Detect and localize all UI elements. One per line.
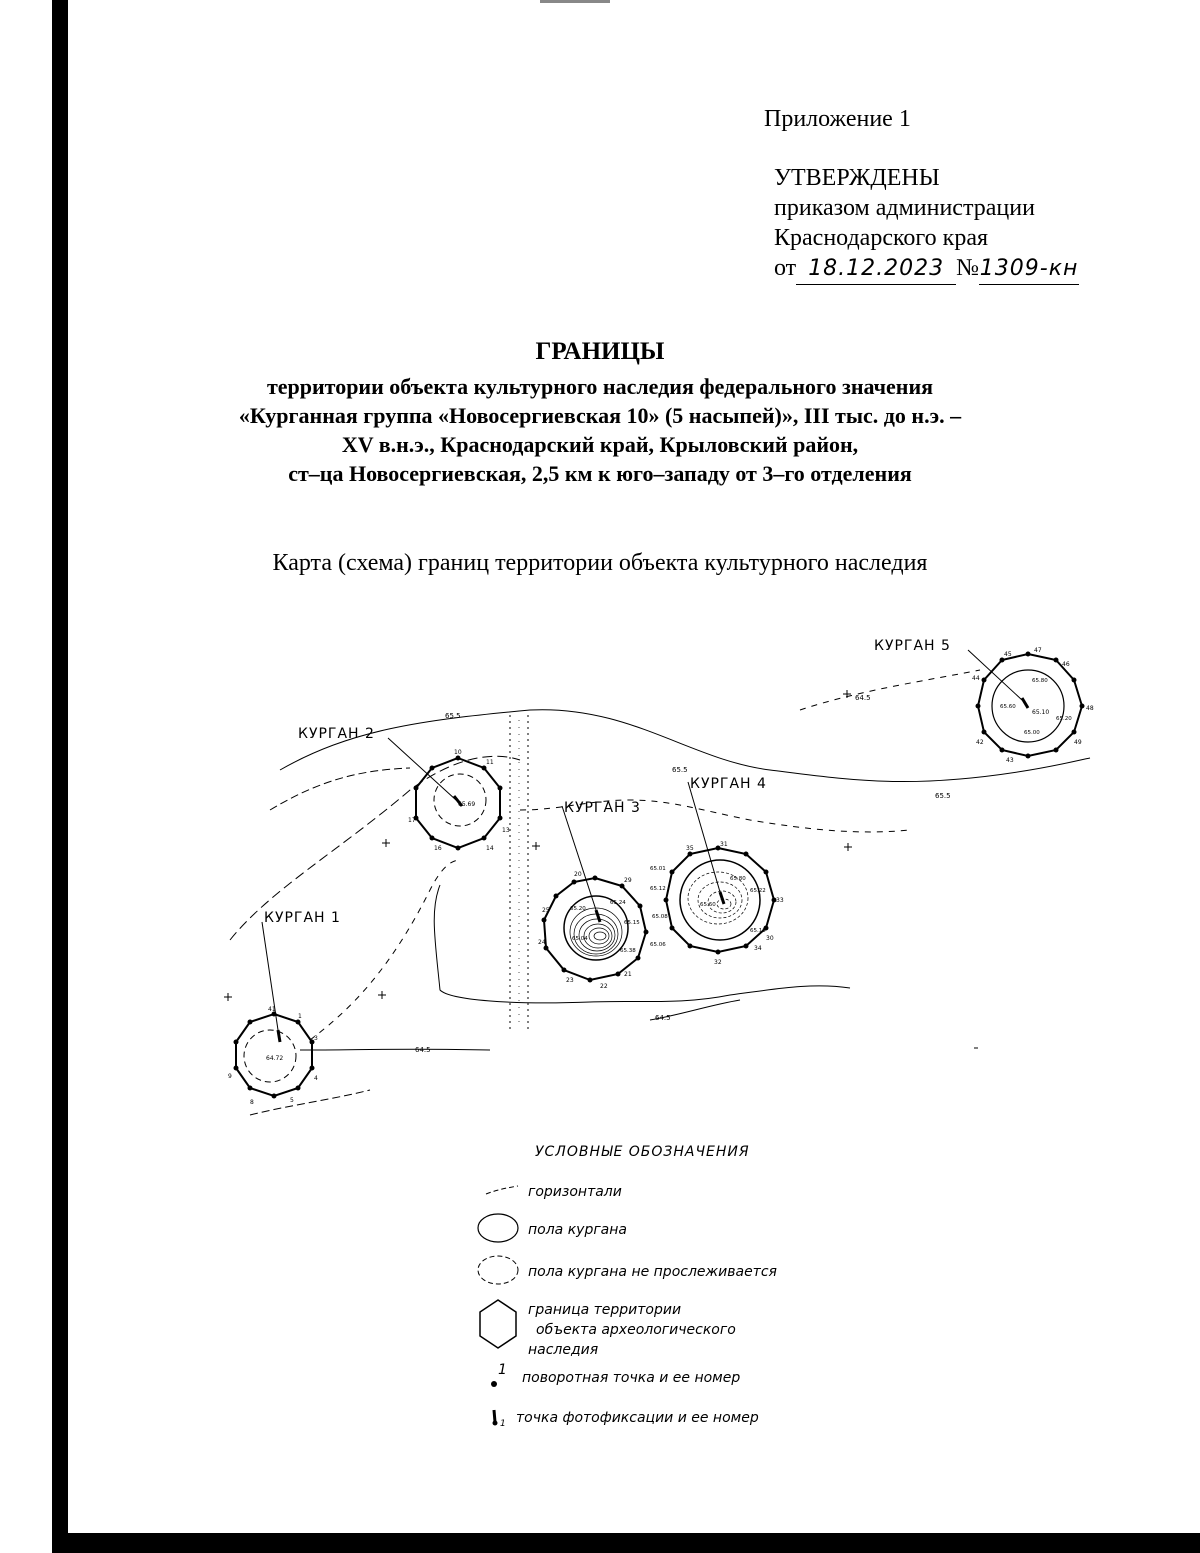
turning-point-label: 9 (228, 1073, 232, 1080)
contour-label: 64.5 (855, 694, 871, 702)
mound-base-symbol (478, 1214, 518, 1242)
mound-label: КУРГАН 5 (874, 638, 951, 654)
spot-elevation: 65.08 (652, 914, 668, 920)
photo-point-symbol-number: 1 (500, 1419, 506, 1429)
turning-point-label: 25 (542, 907, 550, 914)
mound-contours (570, 908, 622, 956)
leader-line (562, 806, 596, 910)
spot-elevation: 65.01 (650, 866, 666, 872)
turning-point-label: 41 (268, 1006, 276, 1013)
mound-base-untraced (434, 774, 486, 826)
number-prefix: № (956, 255, 980, 281)
photo-point-marker (1022, 698, 1028, 708)
turning-point-label: 11 (486, 759, 494, 766)
turning-point-label: 35 (686, 845, 694, 852)
contour-line (800, 670, 980, 710)
turning-point-label: 34 (754, 945, 762, 952)
spot-elevation: 65.10 (750, 928, 766, 934)
photo-point-symbol (494, 1410, 495, 1422)
approval-line-2: приказом администрации (774, 195, 1035, 221)
turning-point-label: 43 (1006, 757, 1014, 764)
road-strip (510, 715, 528, 1030)
approval-block (774, 163, 1079, 285)
spot-elevation: 65.06 (650, 942, 666, 948)
spot-elevation: 65.20 (570, 906, 586, 912)
turning-point-label: 32 (714, 959, 722, 966)
legend-item-photo-point: точка фотофиксации и ее номер (516, 1410, 759, 1426)
turning-point-label: 29 (624, 877, 632, 884)
scan-edge-bottom (52, 1533, 1200, 1553)
center-elevation: 65.10 (1032, 709, 1050, 716)
turning-point-label: 33 (776, 897, 784, 904)
turning-point-symbol (491, 1381, 497, 1387)
contour-label: 65.5 (935, 792, 951, 800)
date-prefix: от (774, 255, 797, 281)
legend-item-contours: горизонтали (528, 1184, 622, 1200)
approval-line-3: Краснодарского края (774, 225, 989, 251)
territory-boundary-symbol (480, 1300, 516, 1348)
leader-line (688, 782, 720, 892)
order-date: 18.12.2023 (796, 254, 956, 285)
order-number: 1309-кн (979, 254, 1079, 285)
turning-point-label: 21 (624, 971, 632, 978)
contour-line-symbol (486, 1186, 518, 1194)
contour-label: 65.5 (672, 766, 688, 774)
scan-edge-top (540, 0, 610, 3)
mound-label: КУРГАН 2 (298, 726, 375, 742)
legend-item-turning-point: поворотная точка и ее номер (522, 1370, 741, 1386)
approval-date-line (774, 253, 1079, 285)
scan-edge-left (52, 0, 68, 1553)
mound-1 (228, 910, 341, 1106)
turning-point-label: 49 (1074, 739, 1082, 746)
turning-point-label: 17 (408, 817, 416, 824)
photo-point-marker (596, 910, 600, 922)
map-subtitle: Карта (схема) границ территории объекта культурного наследия (272, 550, 928, 576)
mound-label: КУРГАН 4 (690, 776, 767, 792)
turning-point-label: 1 (298, 1013, 302, 1020)
contour-label: 65.5 (445, 712, 461, 720)
title-line-4: ст–ца Новосергиевская, 2,5 км к юго–западу от 3–го отделения (288, 461, 912, 486)
leader-line (262, 922, 278, 1030)
turning-point-symbol-number: 1 (498, 1362, 507, 1378)
title-line-3: XV в.н.э., Краснодарский край, Крыловский район, (341, 432, 859, 457)
legend-item-boundary-2: объекта археологического (536, 1322, 736, 1338)
legend-item-mound-untraced: пола кургана не прослеживается (528, 1264, 777, 1280)
turning-point-label: 46 (1062, 661, 1070, 668)
mound-label: КУРГАН 1 (264, 910, 341, 926)
boundary-map (210, 610, 1100, 1130)
turning-point-label: 47 (1034, 647, 1042, 654)
territory-boundary (978, 654, 1082, 756)
mound-2 (298, 726, 510, 852)
title-line-2: «Курганная группа «Новосергиевская 10» (5 насыпей)», III тыс. до н.э. – (238, 403, 962, 428)
turning-point-label: 23 (566, 977, 574, 984)
turning-point-label: 13 (502, 827, 510, 834)
approval-line-1: УТВЕРЖДЕНЫ (774, 165, 940, 191)
map-legend (460, 1130, 860, 1440)
spot-elevation: 65.20 (1056, 716, 1072, 722)
contour-line (310, 860, 460, 1040)
turning-point-label: 16 (434, 845, 442, 852)
contour-label: 64.5 (415, 1046, 431, 1054)
turning-point-label: 22 (600, 983, 608, 990)
document-title (150, 338, 1050, 488)
legend-item-boundary-1: граница территории (528, 1302, 682, 1318)
turning-point-label: 31 (720, 841, 728, 848)
photo-point-marker (278, 1030, 280, 1042)
turning-point-label: 30 (766, 935, 774, 942)
legend-item-boundary-3: наследия (528, 1342, 599, 1358)
spot-elevation: 65.60 (700, 902, 716, 908)
turning-point-label: 44 (972, 675, 980, 682)
spot-elevation: 65.80 (730, 876, 746, 882)
spot-elevation: 65.04 (572, 936, 588, 942)
mound-3 (538, 800, 668, 990)
contour-line (270, 768, 410, 810)
mound-label: КУРГАН 3 (564, 800, 641, 816)
spot-elevation: 65.00 (1024, 730, 1040, 736)
turning-point-label: 48 (1086, 705, 1094, 712)
turning-point-label: 20 (574, 871, 582, 878)
contour-label: 64.5 (655, 1014, 671, 1022)
territory-boundary (666, 848, 774, 952)
spot-elevation: 65.15 (624, 920, 640, 926)
center-elevation: 65.69 (458, 801, 476, 808)
turning-point-label: 14 (486, 845, 494, 852)
mound-5 (874, 638, 1094, 764)
spot-elevation: 65.60 (1000, 704, 1016, 710)
legend-item-mound-base: пола кургана (528, 1222, 627, 1238)
turning-point-label: 4 (314, 1075, 318, 1082)
photo-point-marker (720, 892, 724, 904)
photo-point-dot (493, 1421, 498, 1426)
turning-point-label: 42 (976, 739, 984, 746)
title-line-1: территории объекта культурного наследия федерального значения (266, 374, 934, 399)
spot-elevation: 65.24 (610, 900, 626, 906)
turning-point-label: 8 (250, 1099, 254, 1106)
spot-elevation: 65.38 (620, 948, 636, 954)
turning-point-label: 5 (290, 1097, 294, 1104)
legend-title: УСЛОВНЫЕ ОБОЗНАЧЕНИЯ (535, 1144, 750, 1160)
mound-4 (650, 776, 784, 966)
spot-elevation: 65.12 (650, 886, 666, 892)
title-heading: ГРАНИЦЫ (535, 338, 665, 365)
turning-point-label: 24 (538, 939, 546, 946)
spot-elevation: 65.22 (750, 888, 766, 894)
mound-base-untraced-symbol (478, 1256, 518, 1284)
contour-line (300, 1049, 490, 1050)
turning-point-label: 10 (454, 749, 462, 756)
spot-elevation: 65.80 (1032, 678, 1048, 684)
turning-point-label: 3 (314, 1035, 318, 1042)
turning-point-label: 45 (1004, 651, 1012, 658)
appendix-label: Приложение 1 (764, 106, 911, 132)
center-elevation: 64.72 (266, 1055, 284, 1062)
